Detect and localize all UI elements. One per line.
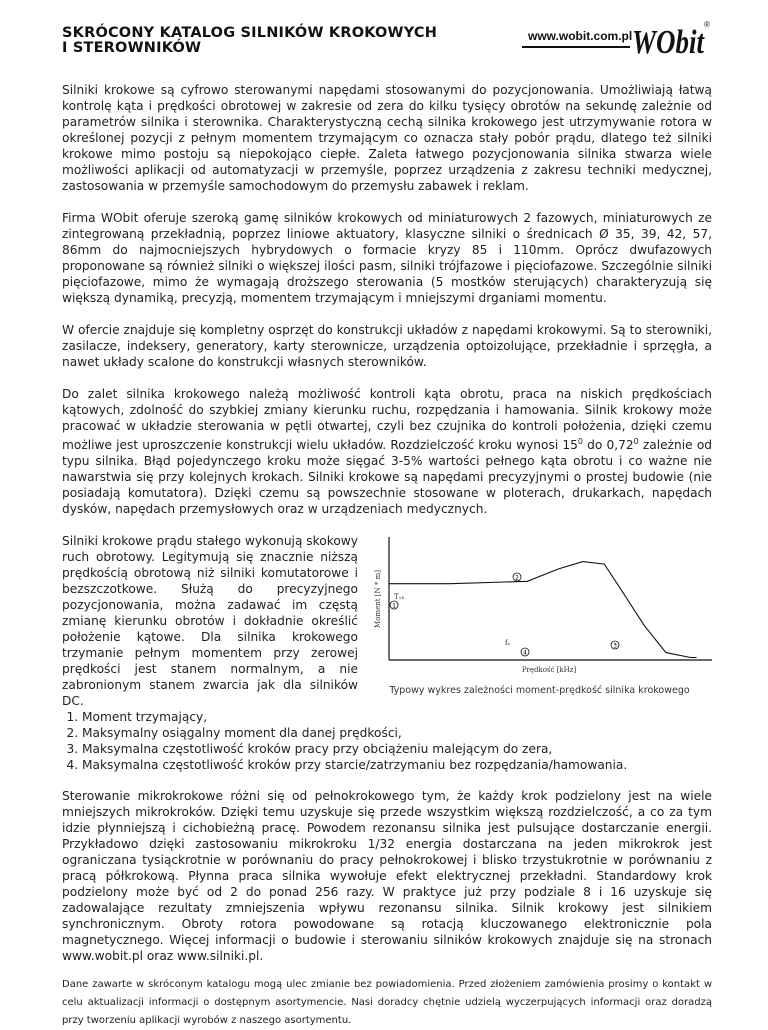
marker-1-label: 1 bbox=[392, 602, 396, 610]
paragraph-accessories: W ofercie znajduje się kompletny osprzęt do konstrukcji układów z napędami krokowymi. Są to sterowniki, zasilacze, indeksery, generatory, karty sterownicze, urządzenia optoizolujące, przekładnie i sprzęgła, a nawet układy scalone do konstrukcji własnych sterowników. bbox=[62, 323, 712, 369]
page-title bbox=[62, 26, 437, 56]
torque-speed-chart bbox=[367, 533, 712, 707]
header-rule bbox=[522, 46, 630, 48]
footer-disclaimer: Dane zawarte w skróconym katalogu mogą ulec zmianie bez powiadomienia. Przed złożeniem zamówienia prosimy o kontakt w celu aktualizacji informacji o dostępnym asortymencie. Nasi doradcy chętnie udzielą wyczerpujących informacji oraz doradzą przy tworzeniu aplikacji wyrobów z naszego asortymentu. bbox=[62, 979, 712, 1027]
title-line-2: I STEROWNIKÓW bbox=[62, 40, 202, 56]
marker-3-label: 3 bbox=[613, 642, 617, 650]
wobit-logo bbox=[630, 13, 712, 59]
torque-curve bbox=[389, 562, 697, 658]
label-start-frequency: fₛ bbox=[505, 639, 510, 648]
paragraph-offer: Firma WObit oferuje szeroką gamę silników krokowych od miniaturowych 2 fazowych, miniaturowych ze zintegrowaną przekładnią, poprzez liniowe aktuatory, klasyczne silniki o średnicach Ø 35, 39, 42, 57, 86mm do najmocniejszych hybrydowych o formacie kryzy 85 i 110mm. Oprócz dwufazowych proponowane są również silniki o większej ilości pasm, silniki trójfazowe i pięciofazowe. Szczególnie silniki pięciofazowe, mimo że wymagają droższego sterowania (5 mostków sterujących) charakteryzują się większą dynamiką, precyzją, momentem trzymającym i mniejszymi drganiami momentu. bbox=[62, 211, 712, 305]
paragraph-dc-stepper: Silniki krokowe prądu stałego wykonują skokowy ruch obrotowy. Legitymują się znacznie niższą prędkością obrotową niż silniki komutatorowe i bezszczotkowe. Służą do precyzyjnego pozycjonowania, można zadawać im częstą zmianę kierunku obrotów i dokładnie określić położenie kątowe. Dla silnika krokowego trzymanie pełnym momentem przy zerowej prędkości jest stanem normalnym, a nie zabronionym stanem zwarcia jak dla silników DC. bbox=[62, 534, 358, 709]
paragraph-advantages: Do zalet silnika krokowego należą możliwość kontroli kąta obrotu, praca na niskich prędkościach kątowych, zdolność do szybkiej zmiany kierunku ruchu, rozpędzania i hamowania. Silnik krokowy może pracować w układzie sterowania w pętli otwartej, czyli bez czujnika do kontroli położenia, dzięki czemu możliwe jest uproszczenie konstrukcji wielu układów. Rozdzielczość kroku wynosi $15^0$ do 0,72$^0$ zależnie od typu silnika. Błąd pojedynczego kroku może sięgać 3-5% wartości pełnego kąta obrotu i co ważne nie nawarstwia się przy kolejnych krokach. Silniki krokowe są napędami precyzyjnymi o prostej budowie (nie posiadają komutatora). Dzięki czemu są powszechnie stosowane w ploterach, drukarkach, napędach dysków, napędach przemysłowych oraz w urządzeniach medycznych. bbox=[62, 387, 713, 517]
paragraph-microstepping: Sterowanie mikrokrokowe różni się od pełnokrokowego tym, że każdy krok podzielony jest na wiele mniejszych mikrokroków. Dzięki temu uzyskuje się przede wszystkim większą rozdzielczość, a co za tym idzie płynniejszą i cichobieżną pracę. Powodem rezonansu silnika jest pulsujące dostarczanie energii. Przykładowo dzięki zastosowaniu mikrokroku 1/32 energia dostarczana na jeden mikrokrok jest ograniczana tysiąckrotnie w porównaniu do pracy pełnokrokowej i blisko trzystukrotnie w porównaniu z pracą półkrokową. Płynna praca silnika wywołuje efekt elektrycznej przekładni. Standardowy krok podzielony może być od 2 do ponad 256 razy. W praktyce już przy podziale 8 i 16 uzyskuje się zadowalające rezultaty zmniejszenia wpływu rezonansu silnika. Silnik krokowy jest silnikiem synchronicznym. Obroty rotora powodowane są rotacją kluczowanego elektronicznie pola magnetycznego. Więcej informacji o budowie i sterowaniu silników krokowych znajduje się na stronach www.wobit.pl oraz www.silniki.pl. bbox=[62, 789, 712, 964]
chart-svg bbox=[367, 533, 712, 683]
paragraph-intro: Silniki krokowe są cyfrowo sterowanymi napędami stosowanymi do pozycjonowania. Umożliwiają łatwą kontrolę kąta i prędkości obrotowej w zakresie od zera do kilku tysięcy obrotów na sekundę zależnie od parametrów silnika i sterownika. Charakterystyczną cechą silnika krokowego jest utrzymywanie rotora w określonej pozycji z pełnym momentem trzymającym co oznacza stały pobór prądu, dlatego też silniki krokowe mimo postoju są niepokojąco ciepłe. Zaleta łatwego pozycjonowania silnika stwarza wiele możliwości aplikacji od automatyzacji w przemyśle, poprzez urządzenia z zakresu techniki medycznej, zastosowania w przemyśle samochodowym do przemysłu zabawek i reklam. bbox=[62, 83, 712, 193]
logo-registered-mark: ® bbox=[704, 20, 710, 29]
list-item: 2. Maksymalny osiągalny moment dla danej prędkości, bbox=[82, 725, 712, 741]
list-item: 4. Maksymalna częstotliwość kroków przy starcie/zatrzymaniu bez rozpędzania/hamowania. bbox=[82, 757, 712, 773]
label-holding-torque: T₁ₕ bbox=[394, 593, 405, 602]
marker-4-label: 4 bbox=[523, 649, 527, 657]
figure-section bbox=[62, 533, 712, 709]
title-line-1: SKRÓCONY KATALOG SILNIKÓW KROKOWYCH bbox=[62, 25, 438, 41]
list-item: 3. Maksymalna częstotliwość kroków pracy przy obciążeniu malejącym do zera, bbox=[82, 741, 712, 757]
chart-caption: Typowy wykres zależności moment-prędkość silnika krokowego bbox=[389, 685, 690, 697]
list-item: 1. Moment trzymający, bbox=[82, 709, 712, 725]
y-axis-label: Moment [N * m] bbox=[374, 570, 382, 629]
website-url: www.wobit.com.pl bbox=[528, 29, 633, 43]
main-content bbox=[62, 82, 712, 1030]
chart-legend-list bbox=[62, 709, 712, 773]
x-axis-label: Prędkość [kHz] bbox=[521, 666, 577, 675]
marker-2-label: 2 bbox=[515, 574, 519, 582]
page-header bbox=[62, 20, 712, 60]
logo-text: WObit bbox=[632, 24, 706, 59]
